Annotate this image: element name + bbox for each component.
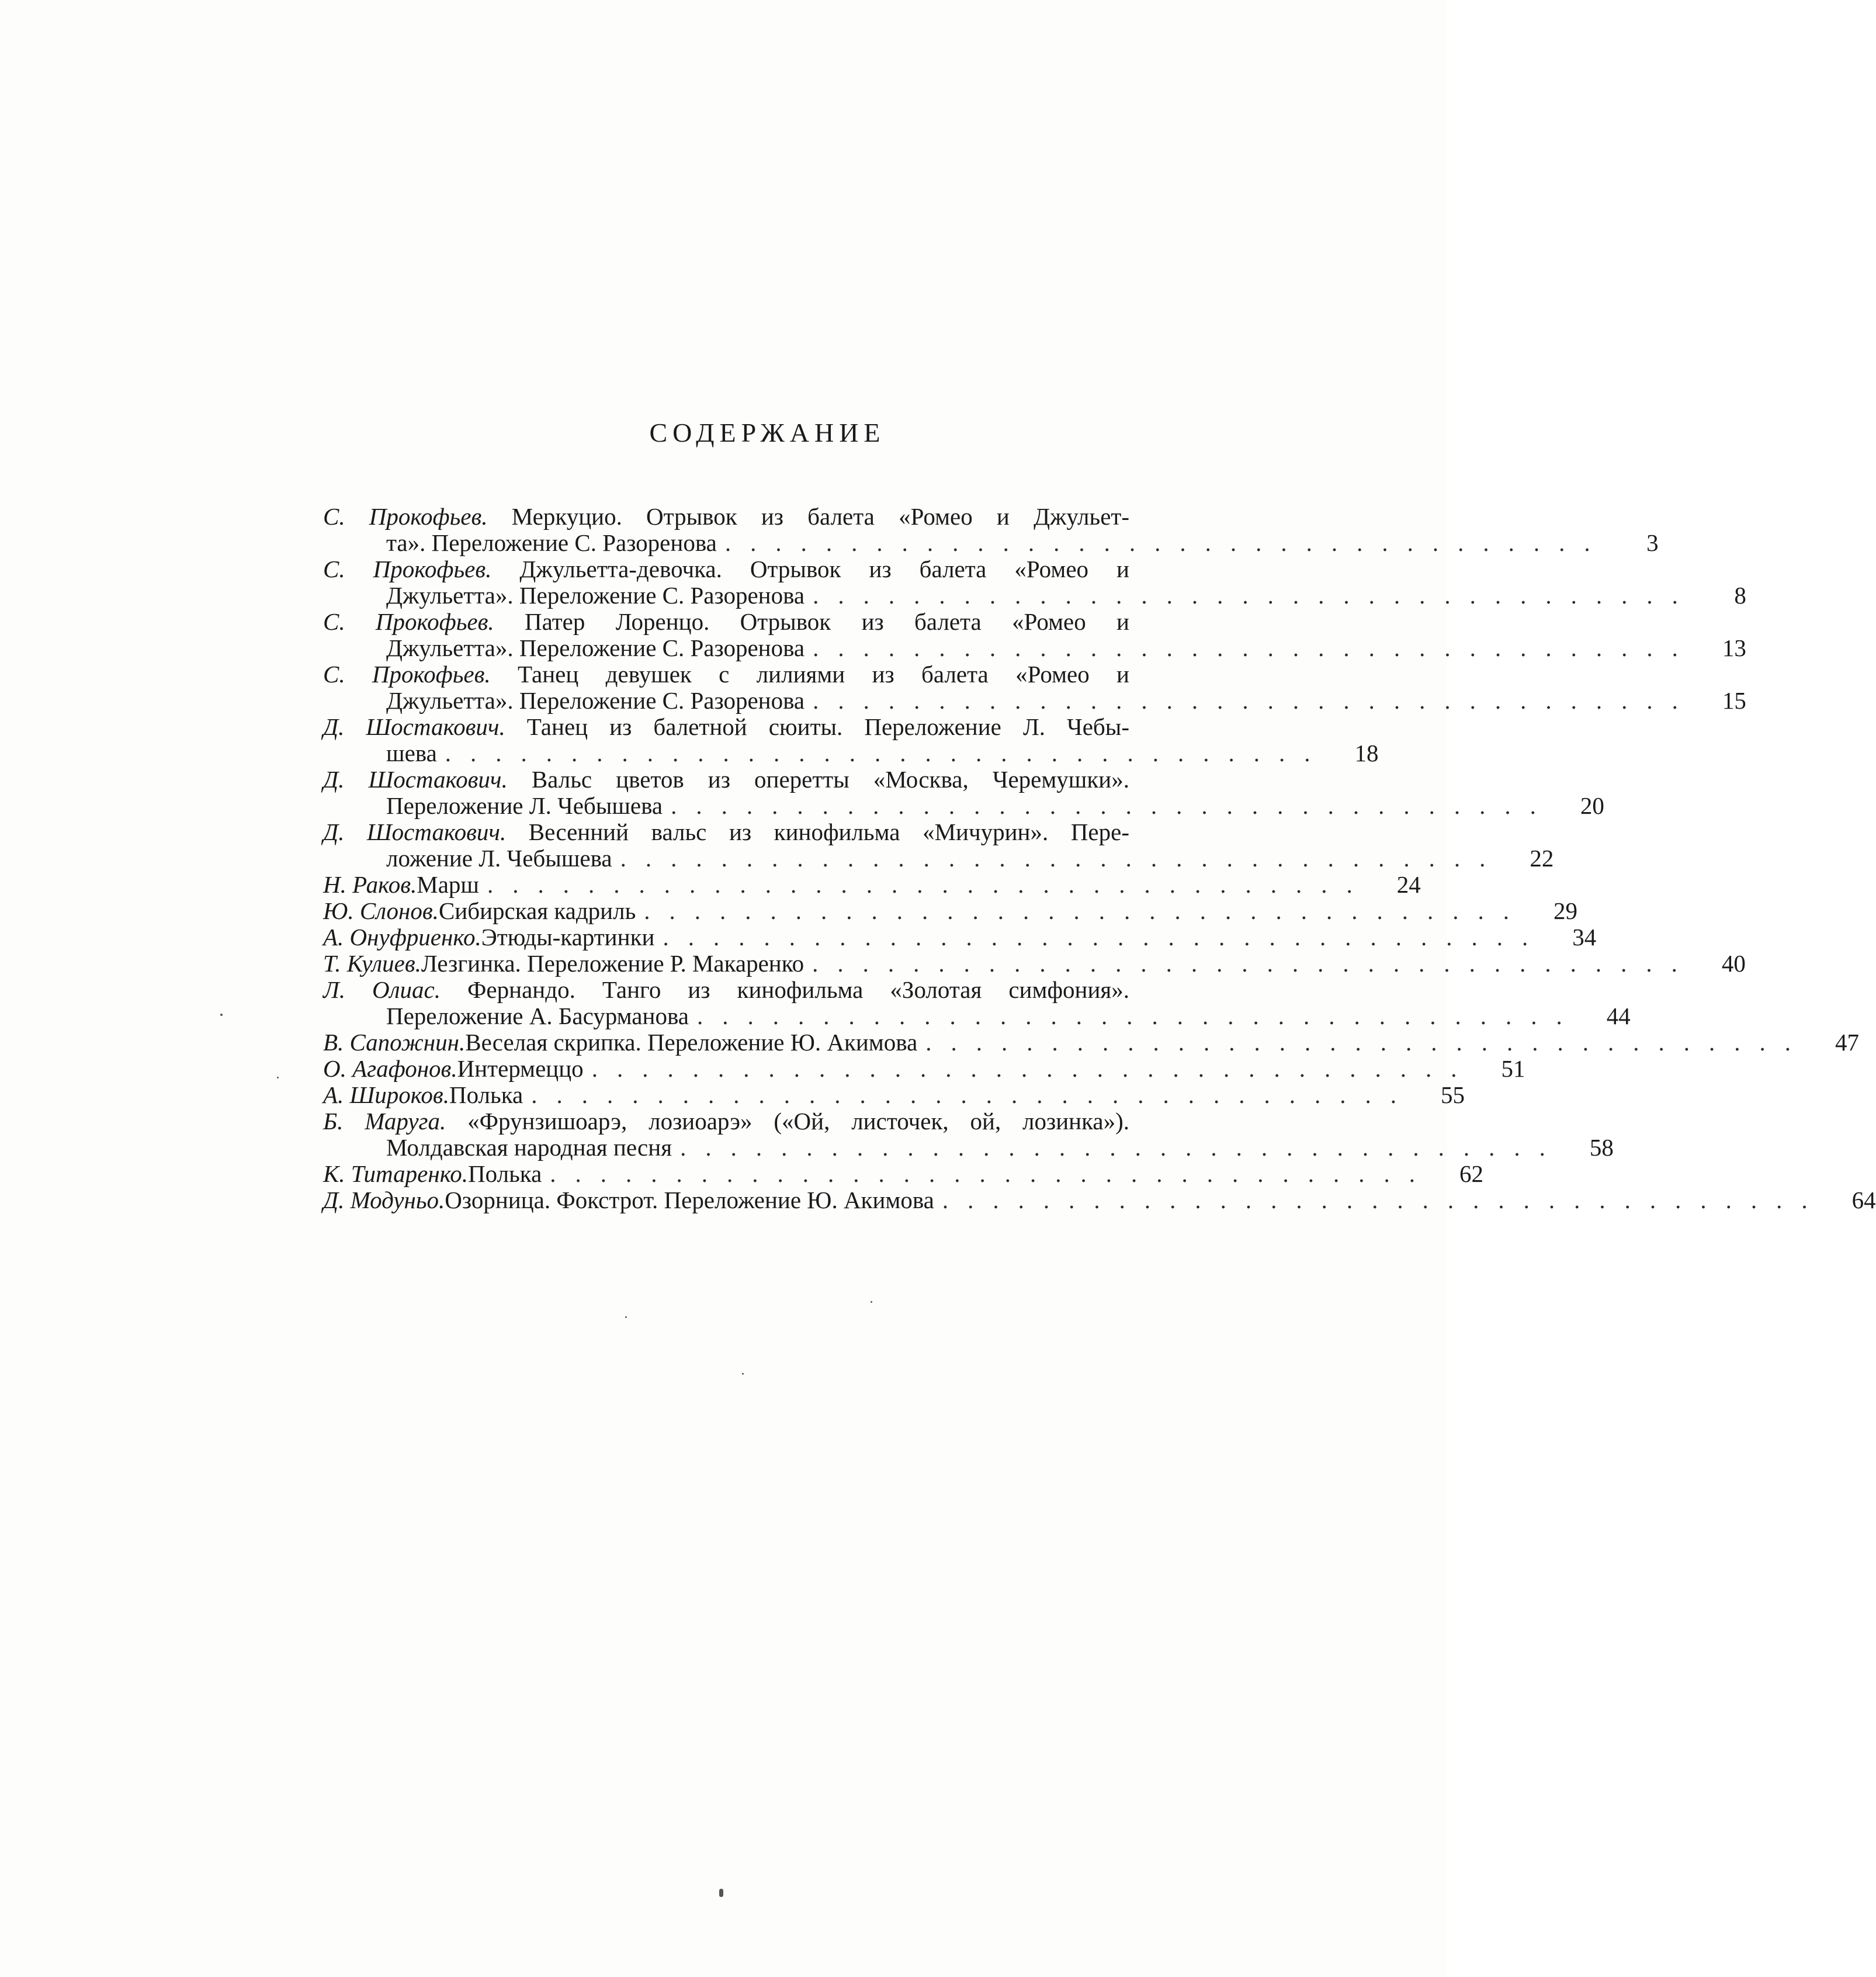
toc-author: О. Агафонов. xyxy=(323,1055,457,1082)
toc-page-number: 64 xyxy=(1851,1187,1876,1213)
toc-page-number: 8 xyxy=(1734,582,1746,609)
toc-page-number: 22 xyxy=(1530,845,1554,872)
toc-entry xyxy=(323,1029,1860,1056)
toc-author: С. Прокофьев. xyxy=(323,608,494,635)
toc-author: Б. Маруга. xyxy=(323,1108,446,1135)
dot-leader: ................................... xyxy=(680,1134,1565,1161)
toc-title-cont: шева xyxy=(386,740,437,766)
toc-page-number: 20 xyxy=(1580,792,1604,819)
dot-leader: ................................... xyxy=(813,687,1697,714)
toc-author: С. Прокофьев. xyxy=(323,503,488,530)
toc-author: Л. Олиас. xyxy=(323,976,441,1003)
toc-page-number: 55 xyxy=(1440,1081,1465,1108)
toc-title: Вальс цветов из оперетты «Москва, Черемушки». xyxy=(507,766,1129,793)
toc-page-number: 13 xyxy=(1722,634,1746,661)
toc-title-cont: Переложение А. Басурманова xyxy=(386,1003,689,1029)
toc-page-number: 40 xyxy=(1721,950,1746,977)
toc-title: Этюды-картинки xyxy=(481,924,655,951)
toc-author: Д. Шостакович. xyxy=(323,766,508,793)
toc-page-number: 24 xyxy=(1396,871,1421,898)
toc-title: Меркуцио. Отрывок из балета «Ромео и Джульет- xyxy=(487,503,1129,530)
dot-leader: ................................... xyxy=(671,792,1555,819)
toc-page-number: 51 xyxy=(1501,1055,1525,1082)
print-speck xyxy=(719,1889,723,1897)
toc-entry xyxy=(323,713,1379,766)
toc-title: Фернандо. Танго из кинофильма «Золотая симфония». xyxy=(441,976,1129,1003)
dot-leader: ................................... xyxy=(620,845,1505,872)
dot-leader: ................................... xyxy=(724,529,1610,556)
dot-leader: ................................... xyxy=(942,1187,1827,1213)
toc-entry xyxy=(323,1081,1465,1108)
toc-title-cont: Джульетта». Переложение С. Разоренова xyxy=(386,582,805,609)
toc-author: Ю. Слонов. xyxy=(323,897,439,924)
toc-author: С. Прокофьев. xyxy=(323,661,491,688)
toc-entry xyxy=(323,1187,1876,1213)
toc-title: Патер Лоренцо. Отрывок из балета «Ромео и xyxy=(494,608,1129,635)
table-of-contents xyxy=(323,503,1876,1213)
toc-title: Озорница. Фокстрот. Переложение Ю. Акимова xyxy=(445,1187,934,1213)
toc-author: Д. Шостакович. xyxy=(323,713,505,740)
toc-author: Д. Модуньо. xyxy=(323,1187,445,1213)
toc-entry xyxy=(323,1108,1614,1161)
toc-author: К. Титаренко. xyxy=(323,1160,469,1187)
toc-entry xyxy=(323,1055,1525,1082)
toc-author: Т. Кулиев. xyxy=(323,950,421,977)
toc-entry xyxy=(323,897,1578,924)
toc-entry xyxy=(323,924,1597,951)
toc-title-cont: Молдавская народная песня xyxy=(386,1134,672,1161)
toc-title-cont: та». Переложение С. Разоренова xyxy=(386,529,717,556)
toc-entry xyxy=(323,871,1421,898)
page-title: СОДЕРЖАНИЕ xyxy=(649,418,886,448)
toc-page-number: 47 xyxy=(1835,1029,1860,1056)
toc-title: Интермеццо xyxy=(457,1055,584,1082)
dot-leader: ................................... xyxy=(531,1081,1416,1108)
toc-page-number: 3 xyxy=(1646,529,1659,556)
toc-page-number: 34 xyxy=(1572,924,1597,951)
toc-title: Полька xyxy=(468,1160,542,1187)
toc-title: Танец из балетной сюиты. Переложение Л. Чебы- xyxy=(505,713,1129,740)
toc-page-number: 62 xyxy=(1459,1160,1484,1187)
toc-title-cont: ложение Л. Чебышева xyxy=(386,845,612,872)
toc-title: Сибирская кадриль xyxy=(438,897,636,924)
toc-author: Н. Раков. xyxy=(323,871,417,898)
dot-leader: ................................... xyxy=(696,1003,1582,1029)
toc-page-number: 15 xyxy=(1722,687,1746,714)
dot-leader: ................................... xyxy=(663,924,1548,951)
print-speck xyxy=(277,1077,279,1078)
toc-entry xyxy=(323,976,1631,1029)
toc-page-number: 44 xyxy=(1606,1003,1631,1029)
toc-entry xyxy=(323,818,1554,872)
toc-author: Д. Шостакович. xyxy=(323,818,507,845)
toc-entry xyxy=(323,661,1746,714)
dot-leader: ................................... xyxy=(644,897,1529,924)
toc-title: Весенний вальс из кинофильма «Мичурин». Пере- xyxy=(506,818,1129,845)
toc-entry xyxy=(323,556,1746,609)
toc-author: А. Широков. xyxy=(323,1081,449,1108)
toc-entry xyxy=(323,950,1746,977)
dot-leader: ................................... xyxy=(813,634,1697,661)
toc-title: Танец девушек с лилиями из балета «Ромео и xyxy=(490,661,1129,688)
toc-page-number: 29 xyxy=(1553,897,1578,924)
toc-entry xyxy=(323,503,1659,556)
dot-leader: ................................... xyxy=(445,740,1330,766)
dot-leader: ................................... xyxy=(925,1029,1811,1056)
print-speck xyxy=(220,1014,223,1016)
dot-leader: ................................... xyxy=(591,1055,1476,1082)
print-speck xyxy=(742,1373,744,1375)
print-speck xyxy=(871,1301,872,1303)
toc-title: Лезгинка. Переложение Р. Макаренко xyxy=(421,950,805,977)
toc-entry xyxy=(323,608,1746,661)
print-speck xyxy=(625,1316,627,1318)
toc-title: Полька xyxy=(449,1081,523,1108)
dot-leader: ................................... xyxy=(487,871,1372,898)
toc-author: В. Сапожнин. xyxy=(323,1029,466,1056)
toc-title: «Фрунзишоарэ, лозиоарэ» («Ой, листочек, ой, лозинка»). xyxy=(446,1108,1129,1135)
toc-title: Джульетта-девочка. Отрывок из балета «Ромео и xyxy=(491,556,1129,582)
toc-title-cont: Переложение Л. Чебышева xyxy=(386,792,663,819)
toc-page-number: 18 xyxy=(1354,740,1379,766)
toc-author: А. Онуфриенко. xyxy=(323,924,481,951)
toc-title-cont: Джульетта». Переложение С. Разоренова xyxy=(386,634,805,661)
toc-entry xyxy=(323,1160,1484,1187)
dot-leader: ................................... xyxy=(550,1160,1435,1187)
toc-author: С. Прокофьев. xyxy=(323,556,492,582)
toc-title: Веселая скрипка. Переложение Ю. Акимова xyxy=(465,1029,918,1056)
toc-page-number: 58 xyxy=(1589,1134,1614,1161)
toc-entry xyxy=(323,766,1604,819)
toc-title-cont: Джульетта». Переложение С. Разоренова xyxy=(386,687,805,714)
dot-leader: ................................... xyxy=(812,950,1697,977)
dot-leader: ................................... xyxy=(813,582,1697,609)
toc-title: Марш xyxy=(417,871,479,898)
